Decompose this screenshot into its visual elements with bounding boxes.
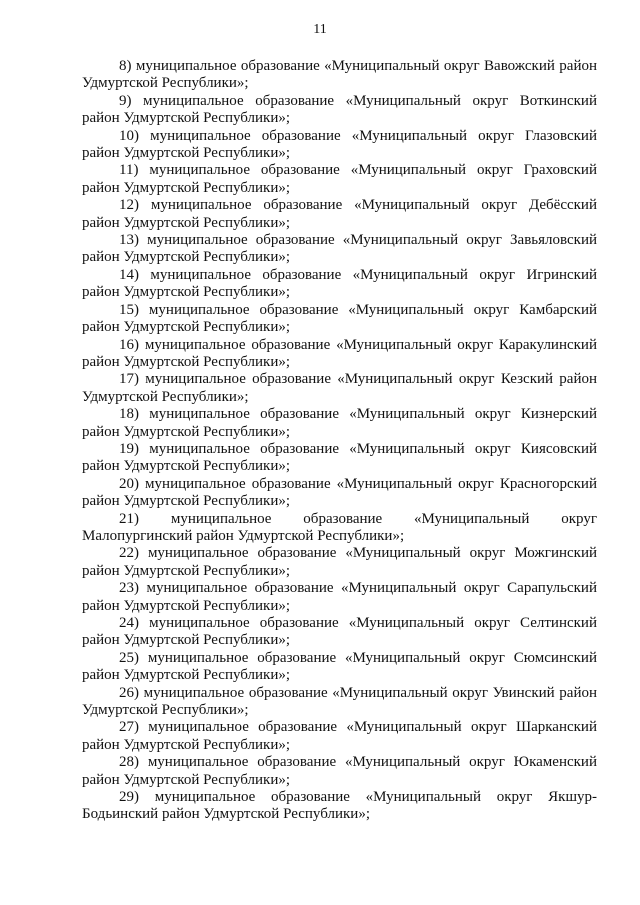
list-item: 9) муниципальное образование «Муниципальный округ Воткинский район Удмуртской Республики»;	[82, 92, 597, 127]
list-item: 19) муниципальное образование «Муниципальный округ Киясовский район Удмуртской Республики»;	[82, 440, 597, 475]
list-item: 21) муниципальное образование «Муниципальный округ Малопургинский район Удмуртской Республики»;	[82, 510, 597, 544]
list-item: 18) муниципальное образование «Муниципальный округ Кизнерский район Удмуртской Республики»;	[82, 406, 597, 440]
municipality-list	[82, 58, 597, 824]
page-number: 11	[313, 22, 327, 37]
list-item: 24) муниципальное образование «Муниципальный округ Селтинский район Удмуртской Республики»;	[82, 615, 597, 649]
list-item: 28) муниципальное образование «Муниципальный округ Юкаменский район Удмуртской Республики»;	[82, 754, 597, 788]
list-item: 29) муниципальное образование «Муниципальный округ Якшур-Бодьинский район Удмуртской Республики»;	[82, 789, 597, 823]
list-item: 26) муниципальное образование «Муниципальный округ Увинский район Удмуртской Республики»;	[82, 684, 597, 719]
list-item: 11) муниципальное образование «Муниципальный округ Граховский район Удмуртской Республики»;	[82, 162, 597, 196]
list-item: 23) муниципальное образование «Муниципальный округ Сарапульский район Удмуртской Республики»;	[82, 580, 597, 614]
list-item: 14) муниципальное образование «Муниципальный округ Игринский район Удмуртской Республики»;	[82, 266, 597, 301]
list-item: 16) муниципальное образование «Муниципальный округ Каракулинский район Удмуртской Республики»;	[82, 336, 597, 370]
list-item: 12) муниципальное образование «Муниципальный округ Дебёсский район Удмуртской Республики»;	[82, 197, 597, 231]
list-item: 20) муниципальное образование «Муниципальный округ Красногорский район Удмуртской Республики»;	[82, 475, 597, 510]
list-item: 10) муниципальное образование «Муниципальный округ Глазовский район Удмуртской Республики»;	[82, 127, 597, 162]
list-item: 8) муниципальное образование «Муниципальный округ Вавожский район Удмуртской Республики»;	[82, 58, 597, 92]
list-item: 27) муниципальное образование «Муниципальный округ Шарканский район Удмуртской Республики»;	[82, 719, 597, 753]
list-item: 15) муниципальное образование «Муниципальный округ Камбарский район Удмуртской Республики»;	[82, 301, 597, 336]
list-item: 22) муниципальное образование «Муниципальный округ Можгинский район Удмуртской Республики»;	[82, 545, 597, 579]
list-item: 17) муниципальное образование «Муниципальный округ Кезский район Удмуртской Республики»;	[82, 371, 597, 405]
list-item: 25) муниципальное образование «Муниципальный округ Сюмсинский район Удмуртской Республики»;	[82, 649, 597, 684]
list-item: 13) муниципальное образование «Муниципальный округ Завьяловский район Удмуртской Республики»;	[82, 232, 597, 266]
